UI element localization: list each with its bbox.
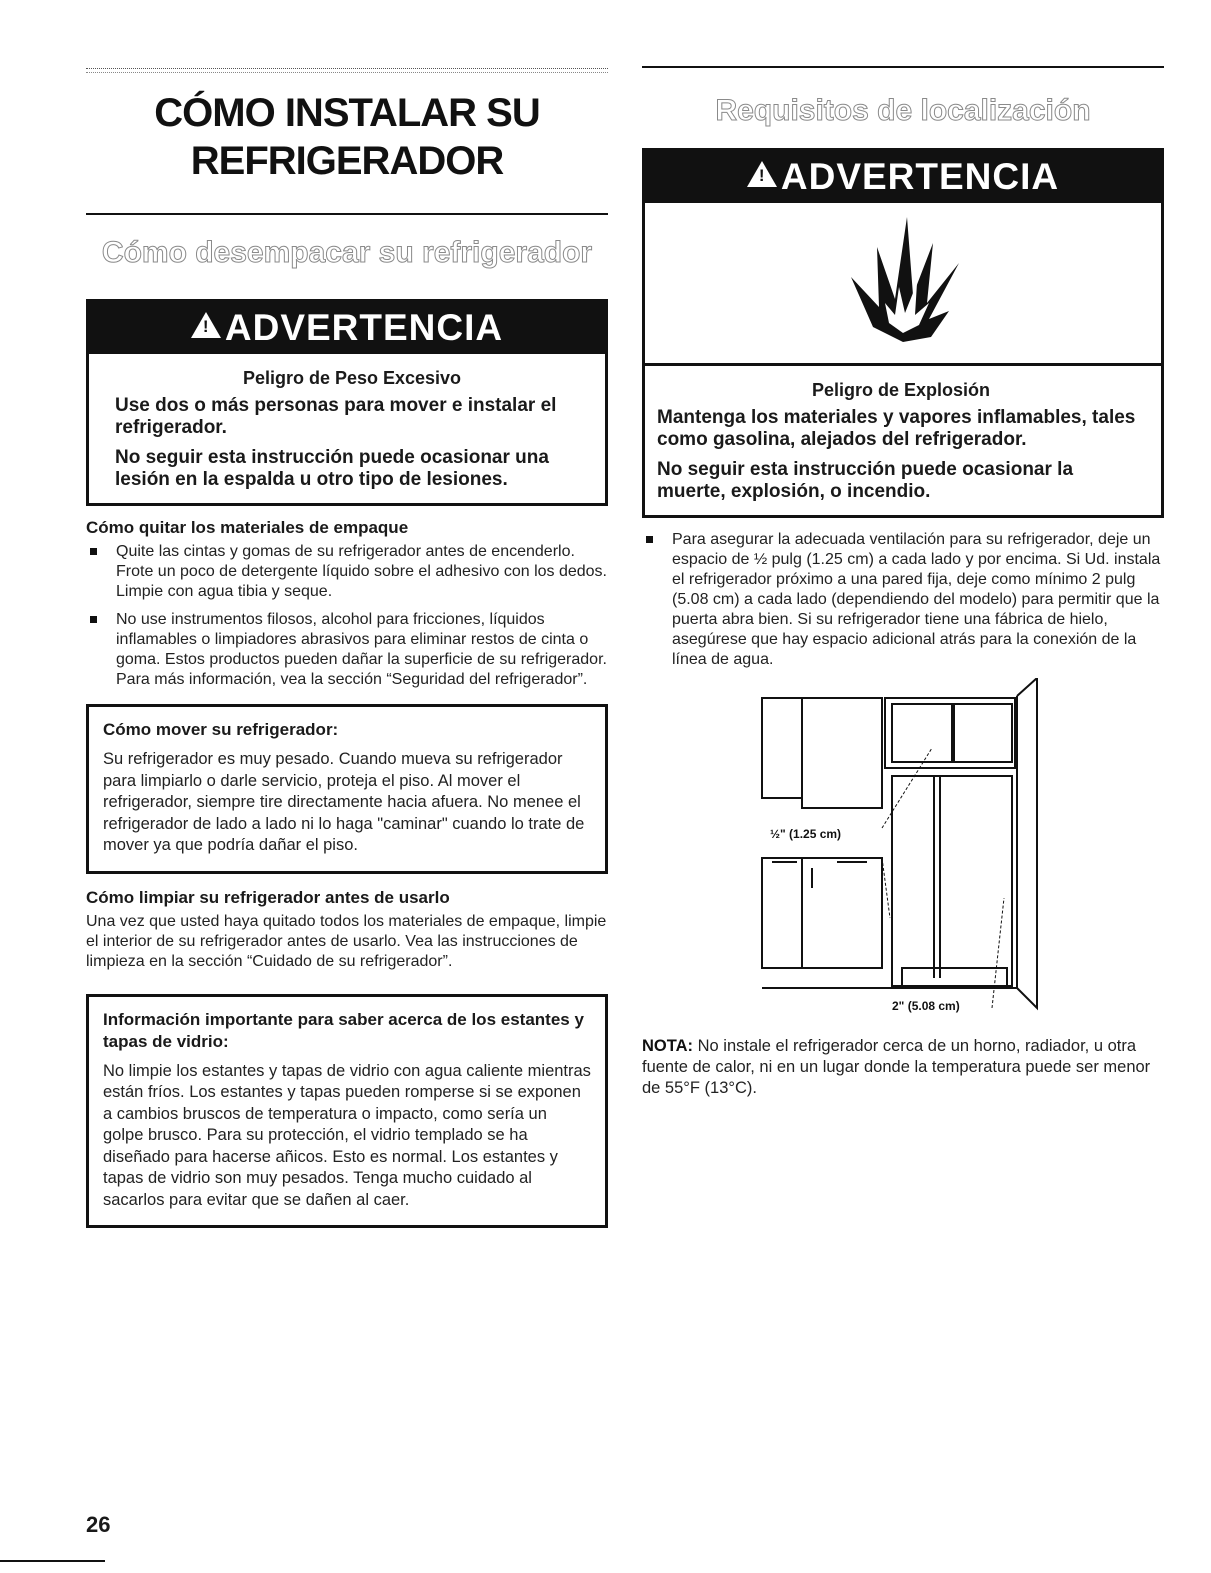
list-item: Quite las cintas y gomas de su refrigerador antes de encenderlo. Frote un poco de detergente líquido sobre el adhesivo con los dedos. Limpie con agua tibia y seque. [86,542,608,602]
fridge-clearance-diagram [742,678,1052,1028]
clean-body: Una vez que usted haya quitado todos los materiales de empaque, limpie el interior de su refrigerador antes de usarlo. Vea las instrucciones de limpieza en la sección “Cuidado de su refrigerador”. [86,912,607,970]
warning-header-label: ADVERTENCIA [780,156,1060,197]
warning-body [645,366,1161,515]
section-heading-location: Requisitos de localización [715,94,1091,127]
warning-header-label: ADVERTENCIA [224,307,504,348]
explosion-icon [833,207,973,357]
title-divider [86,213,608,215]
note [642,1036,1164,1099]
page-number: 26 [86,1512,111,1537]
footer-rule [0,1560,105,1562]
warning-subtitle: Peligro de Peso Excesivo [242,368,462,388]
warning-triangle-icon [191,312,221,338]
page-title-line2: REFRIGERADOR [190,139,504,183]
clearance-label-two: 2" (5.08 cm) [892,999,960,1013]
top-rule [86,68,608,73]
section-heading-unpack: Cómo desempacar su refrigerador [101,236,593,269]
glass-shelves-body: No limpie los estantes y tapas de vidrio con agua caliente mientras están fríos. Los estantes y tapas pueden romperse si se exponen a cambios bruscos de temperatura o impacto, como sería un golpe brusco. Para su protección, el vidrio templado se ha diseñado para hacerse añicos. Esto es normal. Los estantes y tapas de vidrio son muy pesados. Tenga mucho cuidado al sacarlos para evitar que se dañen al caer. [103,1061,591,1209]
warning-subtitle: Peligro de Explosión [811,380,991,400]
move-fridge-body: Su refrigerador es muy pesado. Cuando mueva su refrigerador para limpiarlo o darle servicio, proteja el piso. Al mover el refrigerador, siempre tire directamente hacia afuera. No menee el refrigerador de lado a lado ni lo haga "caminar" cuando lo trate de mover ya que podría dañar el piso. [103,750,585,854]
glass-shelves-title: Información importante para saber acerca de los estantes y tapas de vidrio: [103,1009,584,1051]
remove-packing-list [86,542,608,690]
top-rule-right [642,66,1164,68]
warning-consequence: No seguir esta instrucción puede ocasionar la muerte, explosión, o incendio. [657,459,1074,502]
warning-box-explosion [642,148,1164,518]
list-item: No use instrumentos filosos, alcohol para fricciones, líquidos inflamables o limpiadores abrasivos para eliminar restos de cinta o goma. Estos productos pueden dañar la superficie de su refrigerador. Para más información, vea la sección “Seguridad del refrigerador”. [86,610,608,690]
warning-triangle-icon [747,161,777,187]
right-column [642,60,1164,1099]
note-text: No instale el refrigerador cerca de un horno, radiador, u otra fuente de calor, ni en un lugar donde la temperatura puede ser menor de 55°F (13°C). [642,1037,1151,1097]
explosion-graphic-area [645,203,1161,366]
clearance-label-half: ½" (1.25 cm) [770,827,842,841]
clean-heading: Cómo limpiar su refrigerador antes de usarlo [86,887,450,907]
warning-header [645,151,1161,203]
warning-header [89,302,605,354]
list-item: Para asegurar la adecuada ventilación para su refrigerador, deje un espacio de ½ pulg (1.25 cm) a cada lado y por encima. Si Ud. instala el refrigerador próximo a una pared fija, deje como mínimo 2 pulg (5.08 cm) a cada lado (dependiendo del modelo) para permitir que la puerta abra bien. Si su refrigerador tiene una fábrica de hielo, asegúrese que hay espacio adicional atrás para la conexión de la línea de agua. [642,530,1164,670]
warning-instruction: Use dos o más personas para mover e instalar el refrigerador. [115,395,557,438]
ventilation-list [642,530,1164,670]
move-fridge-title: Cómo mover su refrigerador: [103,720,339,739]
note-label: NOTA: [642,1037,694,1055]
glass-shelves-box [86,994,608,1229]
warning-box-weight [86,299,608,506]
page-title-line1: CÓMO INSTALAR SU [154,91,540,135]
warning-body [89,354,605,503]
move-fridge-box [86,704,608,874]
remove-packing-heading: Cómo quitar los materiales de empaque [86,518,409,537]
left-column [86,60,608,1228]
warning-consequence: No seguir esta instrucción puede ocasionar una lesión en la espalda u otro tipo de lesiones. [115,447,549,490]
page-title [86,89,608,185]
warning-instruction: Mantenga los materiales y vapores inflamables, tales como gasolina, alejados del refrigerador. [657,407,1136,450]
